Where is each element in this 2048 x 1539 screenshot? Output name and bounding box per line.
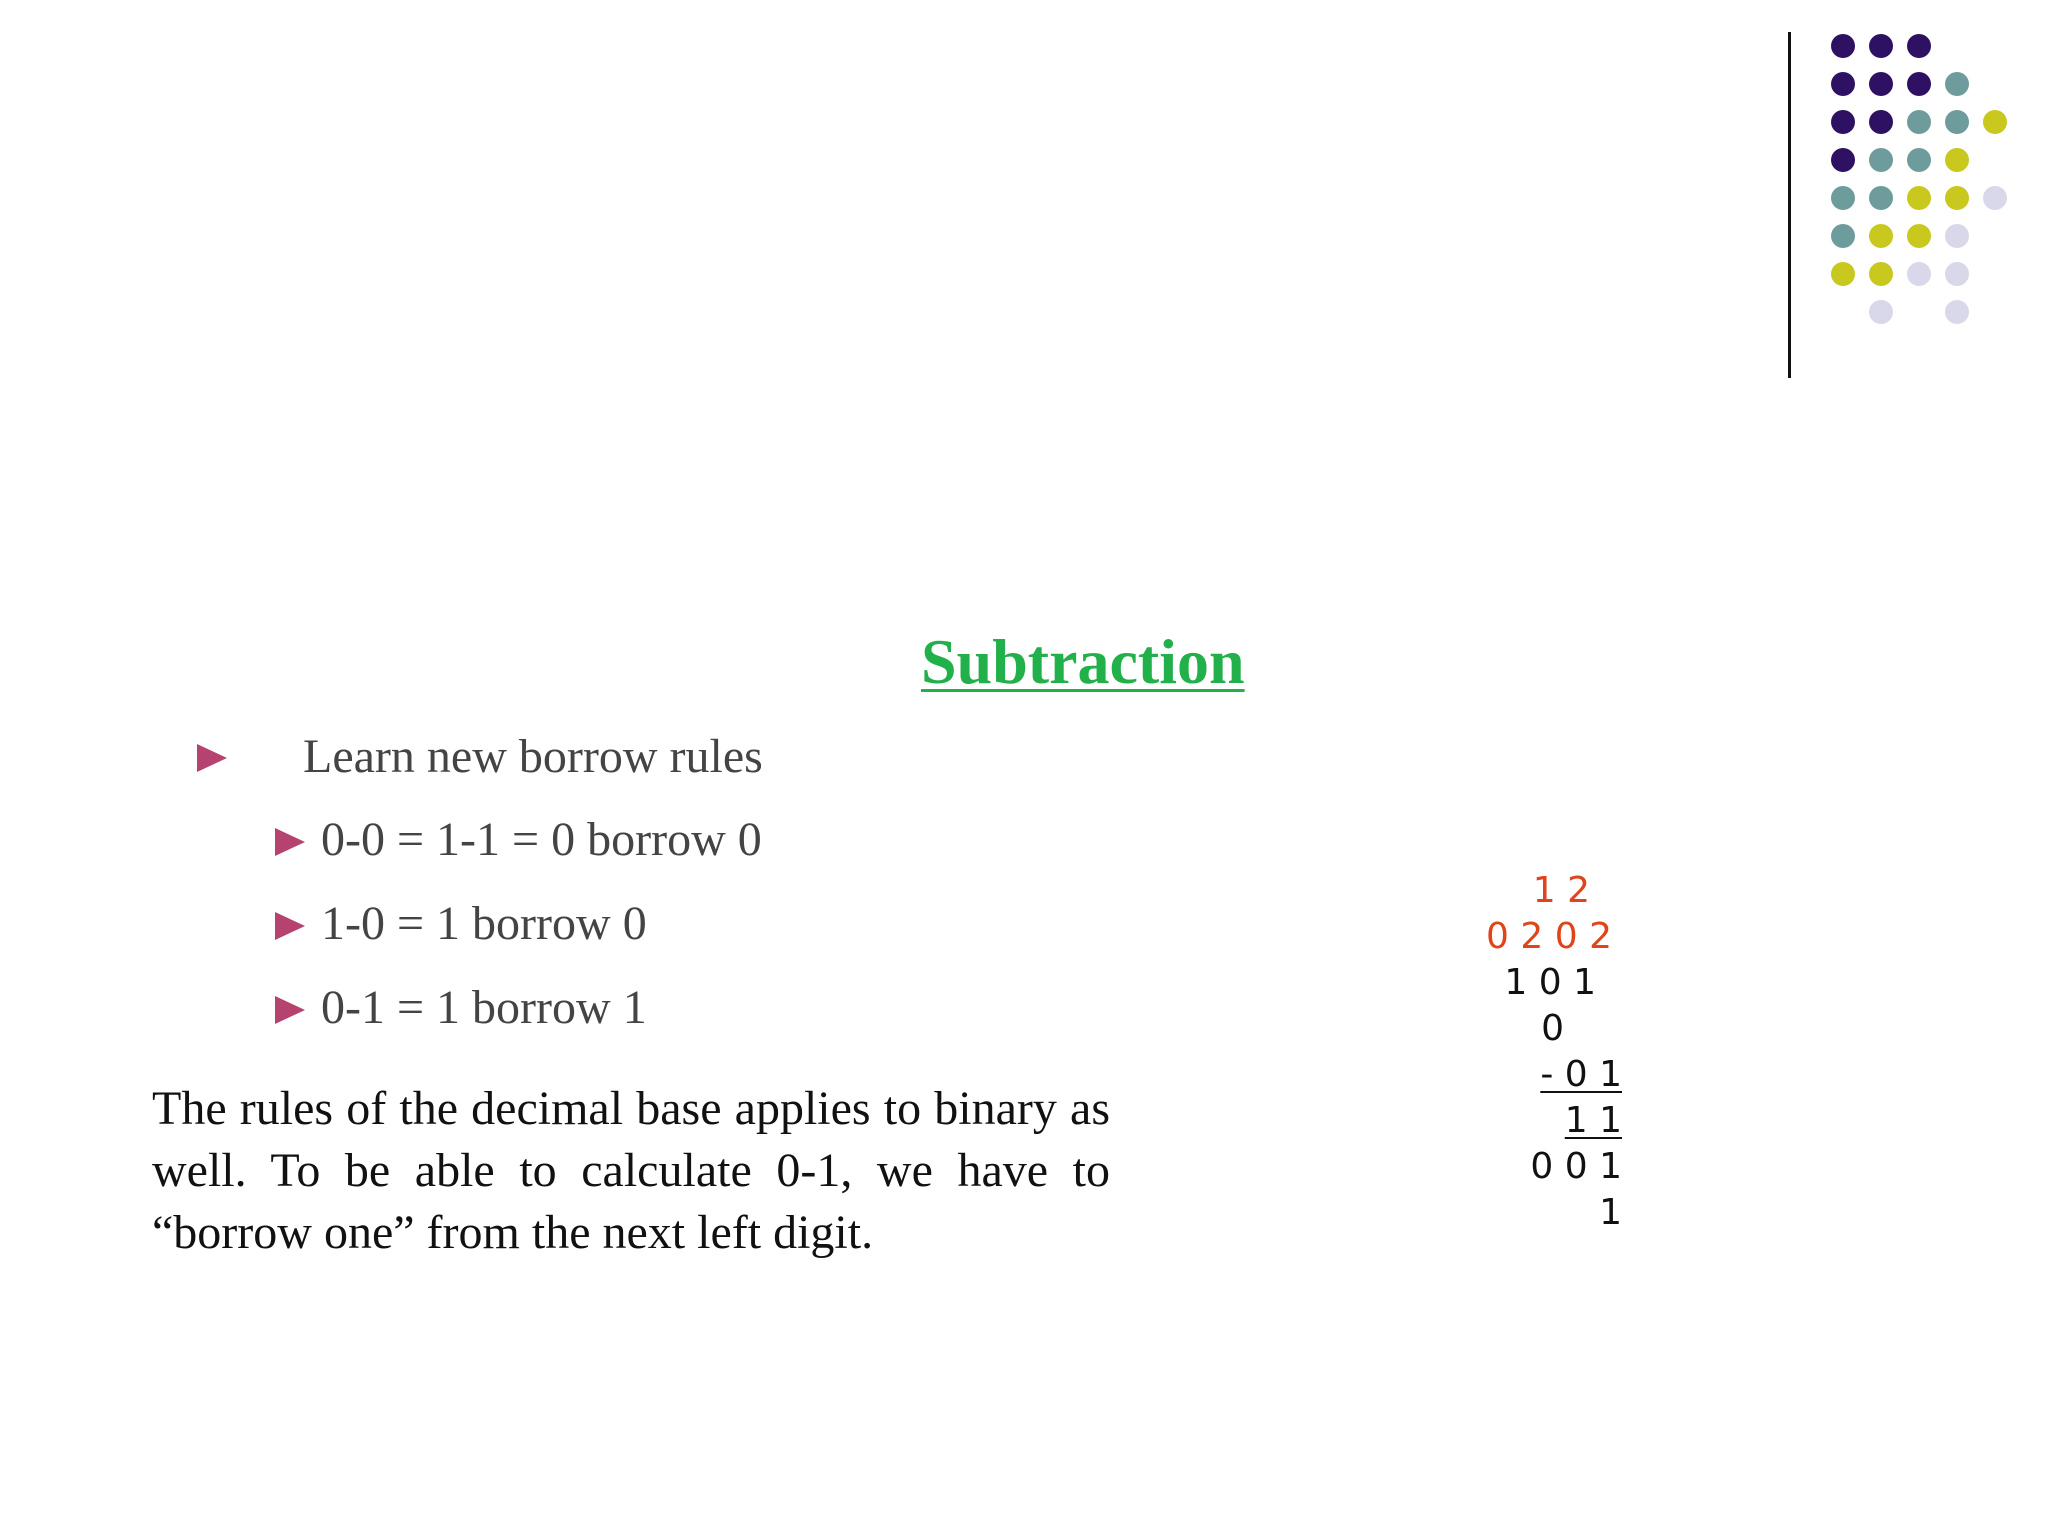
bullet-text: 1-0 = 1 borrow 0 (321, 897, 647, 950)
dot (1869, 148, 1893, 172)
bullet-arrow-icon (275, 996, 305, 1024)
dot (1945, 300, 1969, 324)
dot (1945, 262, 1969, 286)
explanation-paragraph: The rules of the decimal base applies to binary as well. To be able to calculate 0-1, we have to “borrow one” from the next left digit. (152, 1082, 1110, 1259)
calc-line: 1 0 1 (1504, 962, 1596, 1003)
dot (1945, 72, 1969, 96)
calc-line: 1 1 (1564, 1100, 1622, 1141)
calc-line: 0 (1541, 1008, 1564, 1049)
dot (1831, 34, 1855, 58)
decorative-dot-grid (0, 0, 2048, 400)
vertical-divider (1788, 32, 1791, 378)
dot (1907, 186, 1931, 210)
dot (1831, 186, 1855, 210)
bullet-text: 0-1 = 1 borrow 1 (321, 981, 647, 1034)
slide-title: Subtraction (921, 626, 1245, 697)
dot (1983, 110, 2007, 134)
dot (1869, 34, 1893, 58)
bullet-text: 0-0 = 1-1 = 0 borrow 0 (321, 813, 762, 866)
bullet-arrow-icon (275, 828, 305, 856)
calc-line: - 0 1 (1540, 1054, 1622, 1095)
dot (1907, 34, 1931, 58)
dot (1945, 148, 1969, 172)
dot (1907, 148, 1931, 172)
dot (1869, 186, 1893, 210)
dot (1945, 224, 1969, 248)
dot (1869, 72, 1893, 96)
dot (1983, 186, 2007, 210)
dot (1907, 262, 1931, 286)
bullet-text: Learn new borrow rules (303, 730, 763, 783)
dot (1831, 262, 1855, 286)
dot (1869, 300, 1893, 324)
dot (1831, 148, 1855, 172)
calc-line: 0 0 1 (1530, 1146, 1622, 1187)
dot (1907, 72, 1931, 96)
borrow-line: 1 2 (1532, 870, 1590, 911)
dot (1907, 224, 1931, 248)
dot (1907, 110, 1931, 134)
bullet-arrow-icon (275, 912, 305, 940)
calc-line: 1 (1599, 1192, 1622, 1233)
dot (1945, 186, 1969, 210)
dot (1869, 224, 1893, 248)
dot (1869, 262, 1893, 286)
dot (1869, 110, 1893, 134)
dot (1831, 224, 1855, 248)
dot (1831, 72, 1855, 96)
dot (1831, 110, 1855, 134)
bullet-arrow-icon (197, 744, 227, 772)
dot (1945, 110, 1969, 134)
borrow-line: 0 2 0 2 (1486, 916, 1612, 957)
